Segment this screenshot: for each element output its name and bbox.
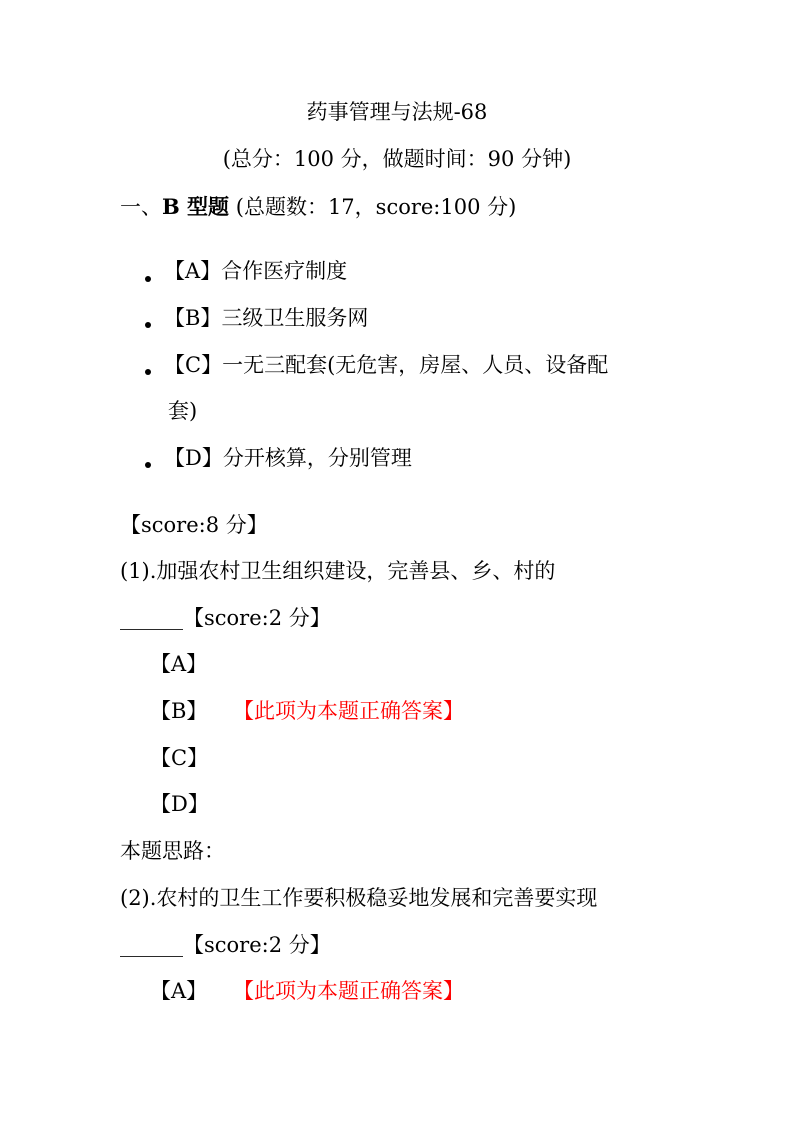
choice-label: 【A】 (150, 979, 208, 1003)
choice-b[interactable] (150, 697, 207, 725)
question-score: 【score:2 分】 (183, 933, 331, 957)
option-text: 分开核算，分别管理 (222, 446, 412, 470)
answer-blank: ______ (120, 933, 183, 957)
choice-a[interactable]: 【A】 (150, 652, 208, 676)
page-subtitle: (总分：100 分，做题时间：90 分钟) (222, 147, 572, 171)
question-stem: (1).加强农村卫生组织建设，完善县、乡、村的 (120, 559, 556, 583)
option-text: 三级卫生服务网 (221, 306, 369, 330)
option-item (164, 444, 412, 472)
option-text-continuation: 套) (168, 399, 198, 423)
correct-answer-note: 【此项为本题正确答案】 (233, 979, 464, 1003)
option-text: 一无三配套(无危害，房屋、人员、设备配 (222, 353, 609, 377)
option-label: 【C】 (164, 353, 223, 377)
choice-label: 【B】 (150, 699, 208, 723)
choice-a[interactable] (150, 977, 207, 1005)
choice-c[interactable]: 【C】 (150, 746, 209, 770)
option-label: 【D】 (164, 446, 223, 470)
section-heading (120, 193, 516, 221)
option-text: 合作医疗制度 (221, 259, 348, 283)
question-blank-score (120, 931, 331, 959)
bullet-icon (145, 276, 151, 282)
question-score: 【score:2 分】 (183, 606, 331, 630)
group-score: 【score:8 分】 (120, 513, 268, 537)
option-item (164, 257, 347, 285)
section-meta: (总题数：17，score:100 分) (235, 195, 517, 219)
bullet-icon (145, 462, 151, 468)
bullet-icon (145, 369, 151, 375)
correct-answer-note: 【此项为本题正确答案】 (233, 699, 464, 723)
section-name: B 型题 (162, 194, 230, 219)
page-title: 药事管理与法规-68 (306, 100, 488, 124)
section-prefix: 一、 (120, 195, 162, 219)
question-stem: (2).农村的卫生工作要积极稳妥地发展和完善要实现 (120, 886, 598, 910)
analysis-label: 本题思路： (120, 839, 225, 863)
choice-d[interactable]: 【D】 (150, 792, 209, 816)
answer-blank: ______ (120, 606, 183, 630)
option-label: 【A】 (164, 259, 222, 283)
option-item (164, 304, 368, 332)
option-item (164, 351, 608, 379)
option-label: 【B】 (164, 306, 222, 330)
bullet-icon (145, 322, 151, 328)
question-blank-score (120, 604, 331, 632)
